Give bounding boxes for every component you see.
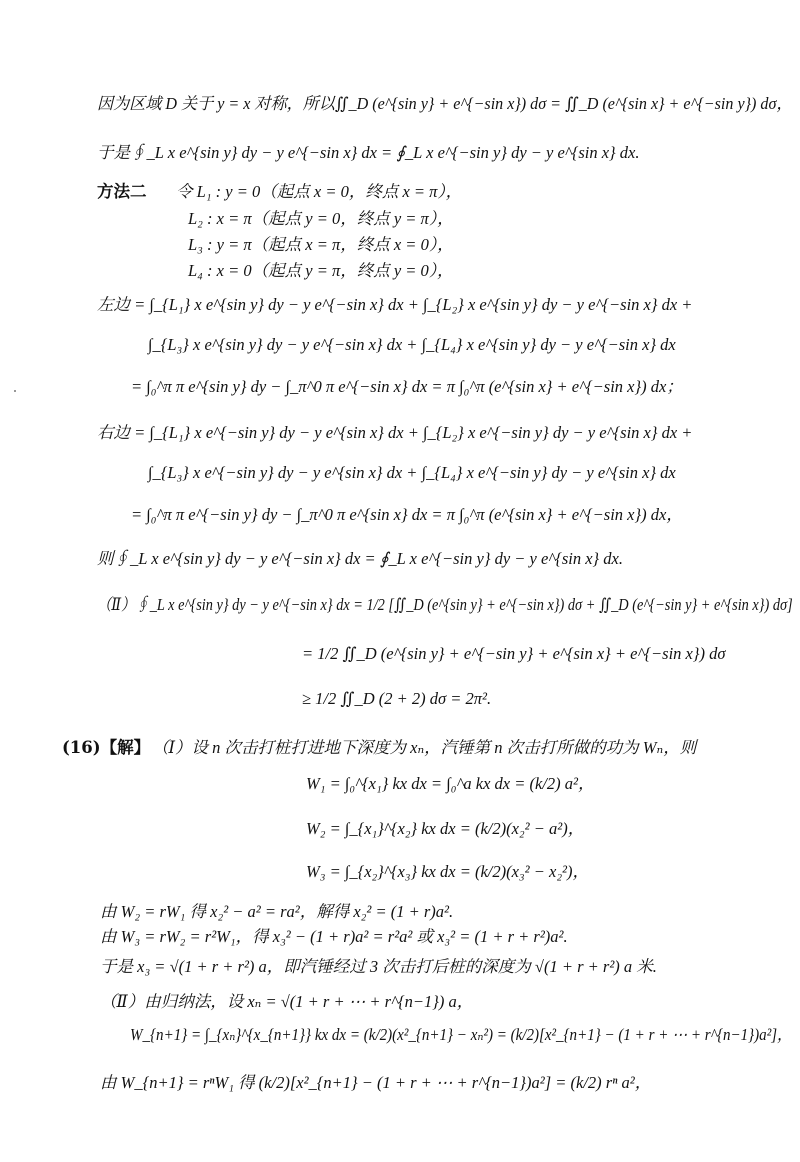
- segment-L1: 令 L₁ : y = 0（起点 x = 0，终点 x = π），: [176, 182, 463, 201]
- line-integral-equality: 于是∮_L x e^{sin y} dy − y e^{−sin x} dx = ∮_L x e^{−sin y} dy − y e^{sin x} dx.: [97, 143, 640, 162]
- segment-L3: L₃ : y = π（起点 x = π，终点 x = 0），: [188, 235, 454, 254]
- segment-L4: L₄ : x = 0（起点 y = π，终点 y = 0），: [188, 261, 454, 280]
- solve-x3: 由 W₃ = rW₂ = r²W₁，得 x₃² − (1 + r)a² = r²a² 或 x₃² = (1 + r + r²)a².: [100, 927, 568, 946]
- right-side-line-2: ∫_{L₃} x e^{−sin y} dy − y e^{sin x} dx + ∫_{L₄} x e^{−sin y} dy − y e^{sin x} dx: [148, 463, 676, 482]
- work-W2: W₂ = ∫_{x₁}^{x₂} kx dx = (k/2)(x₂² − a²)，: [306, 819, 585, 838]
- left-side-result: = ∫₀^π π e^{sin y} dy − ∫_π^0 π e^{−sin x} dx = π ∫₀^π (e^{sin x} + e^{−sin x}) dx；: [131, 377, 683, 396]
- part-two-step-2: = 1/2 ∬_D (e^{sin y} + e^{−sin y} + e^{sin x} + e^{−sin x}) dσ: [302, 644, 726, 663]
- left-side-line-2: ∫_{L₃} x e^{sin y} dy − y e^{−sin x} dx + ∫_{L₄} x e^{sin y} dy − y e^{−sin x} dx: [148, 335, 676, 354]
- part-two-step-3: ≥ 1/2 ∬_D (2 + 2) dσ = 2π².: [302, 689, 492, 708]
- problem-16-label: (16)【解】: [62, 738, 151, 757]
- problem-16-intro: （Ⅰ）设 n 次击打桩打进地下深度为 xₙ，汽锤第 n 次击打所做的功为 Wₙ，则: [152, 738, 697, 757]
- segment-L2: L₂ : x = π（起点 y = 0，终点 y = π），: [188, 209, 454, 228]
- left-side-line-1: 左边 = ∫_{L₁} x e^{sin y} dy − y e^{−sin x} dx + ∫_{L₂} x e^{sin y} dy − y e^{−sin x} dx +: [97, 295, 693, 314]
- induction-hypothesis: （Ⅱ）由归纳法，设 xₙ = √(1 + r + ⋯ + r^{n−1}) a，: [100, 992, 474, 1011]
- part-two-inequality: （Ⅱ）∮_L x e^{sin y} dy − y e^{−sin x} dx = 1/2 [∬_D (e^{sin y} + e^{−sin x}) dσ + ∬_D (e^{−sin y} + e^{sin x}) dσ]: [97, 595, 793, 614]
- method-two-heading: 方法二: [97, 182, 147, 201]
- scan-speck: [14, 390, 16, 392]
- induction-step: 由 W_{n+1} = rⁿW₁ 得 (k/2)[x²_{n+1} − (1 + r + ⋯ + r^{n−1})a²] = (k/2) rⁿ a²，: [100, 1073, 652, 1092]
- work-W1: W₁ = ∫₀^{x₁} kx dx = ∫₀^a kx dx = (k/2) a²，: [306, 774, 595, 793]
- solve-x2: 由 W₂ = rW₁ 得 x₂² − a² = ra²，解得 x₂² = (1 + r)a².: [100, 902, 454, 921]
- right-side-result: = ∫₀^π π e^{−sin y} dy − ∫_π^0 π e^{sin x} dx = π ∫₀^π (e^{sin x} + e^{−sin x}) dx，: [131, 505, 683, 524]
- depth-after-three-strikes: 于是 x₃ = √(1 + r + r²) a，即汽锤经过 3 次击打后桩的深度为 √(1 + r + r²) a 米.: [100, 957, 657, 976]
- conclusion-equality: 则∮_L x e^{sin y} dy − y e^{−sin x} dx = ∮_L x e^{−sin y} dy − y e^{sin x} dx.: [97, 549, 623, 568]
- work-W3: W₃ = ∫_{x₂}^{x₃} kx dx = (k/2)(x₃² − x₂²)，: [306, 862, 589, 881]
- right-side-line-1: 右边 = ∫_{L₁} x e^{−sin y} dy − y e^{sin x} dx + ∫_{L₂} x e^{−sin y} dy − y e^{sin x} dx +: [97, 423, 693, 442]
- work-W-n-plus-1: W_{n+1} = ∫_{xₙ}^{x_{n+1}} kx dx = (k/2)(x²_{n+1} − xₙ²) = (k/2)[x²_{n+1} − (1 + r + ⋯ + r^{n−1})a²]，: [130, 1025, 793, 1044]
- symmetry-statement: 因为区域 D 关于 y = x 对称，所以∬_D (e^{sin y} + e^{−sin x}) dσ = ∬_D (e^{sin x} + e^{−sin y}) dσ，: [97, 94, 793, 113]
